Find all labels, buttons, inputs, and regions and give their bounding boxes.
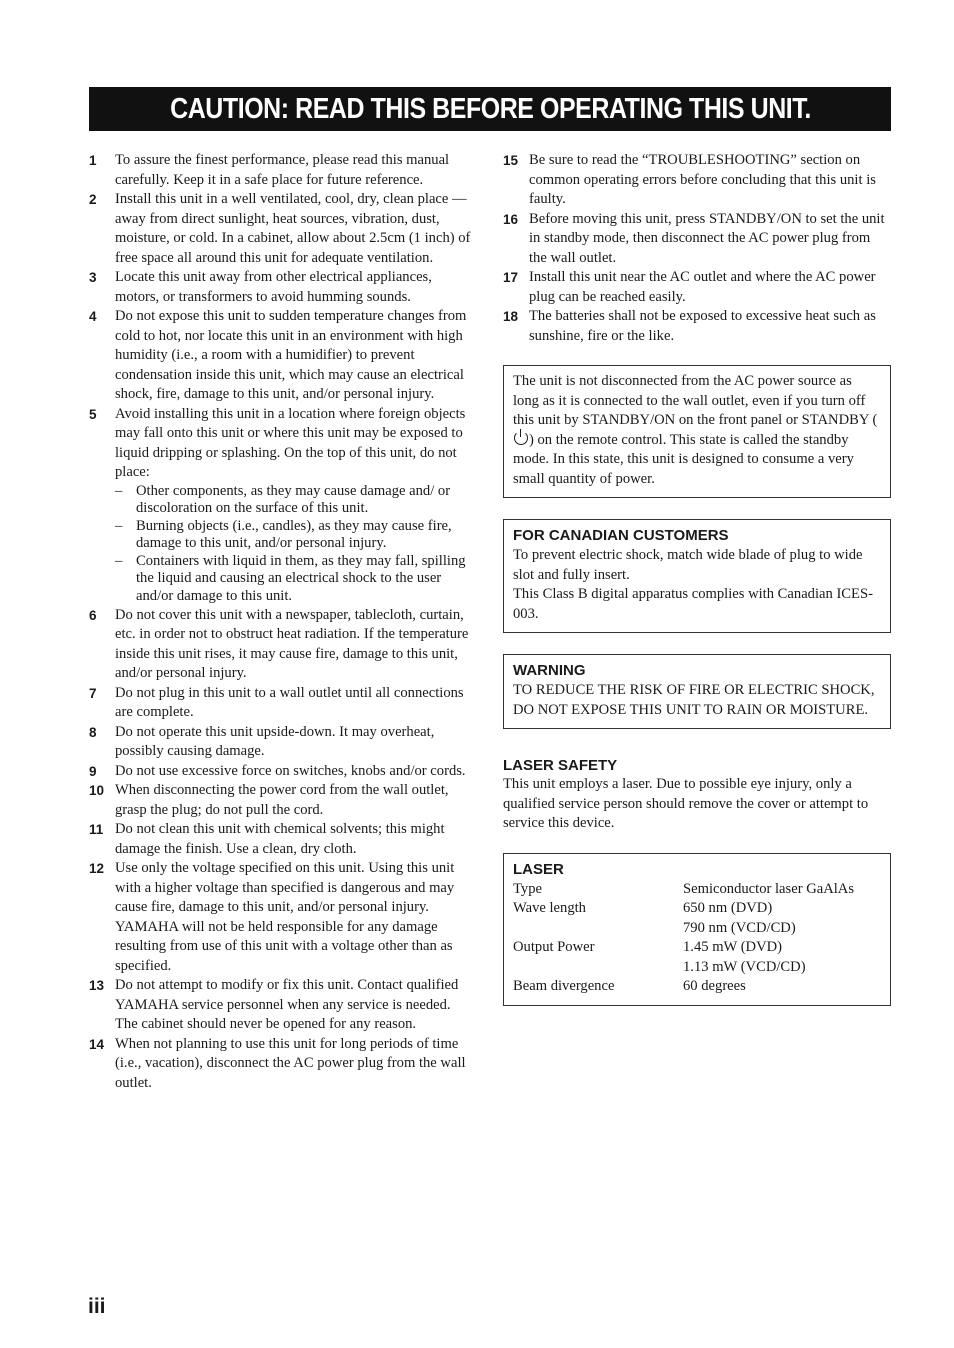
item-text: To assure the finest performance, please read this manual carefully. Keep it in a safe place for future reference. <box>115 152 450 188</box>
laser-label: Wave length <box>513 900 586 916</box>
laser-safety-text: This unit employs a laser. Due to possible eye injury, only a qualified service person should remove the cover or attempt to service this device. <box>503 776 869 831</box>
item-text: Do not clean this unit with chemical solvents; this might damage the finish. Use a clean, dry cloth. <box>115 821 445 857</box>
item-text: Be sure to read the “TROUBLESHOOTING” section on common operating errors before concluding that this unit is faulty. <box>529 152 876 207</box>
laser-label <box>513 919 683 939</box>
list-item <box>89 405 475 606</box>
item-number: 11 <box>89 822 104 838</box>
laser-heading: LASER <box>513 860 564 878</box>
sub-item-text: Containers with liquid in them, as they may fall, spilling the liquid and causing an electrical shock to the user and/or damage to this unit. <box>136 552 466 605</box>
laser-label: Output Power <box>513 939 595 955</box>
item-number: 2 <box>89 192 97 207</box>
sub-item-text: Burning objects (i.e., candles), as they may cause fire, damage to this unit, and/or personal injury. <box>136 517 452 552</box>
item-text: Use only the voltage specified on this unit. Using this unit with a higher voltage than specified is dangerous and may cause fire, damage to this unit, and/or personal injury. YAMAHA will not be held responsible for any damage resulting from use of this unit with a voltage other than as specified. <box>115 860 455 974</box>
list-item <box>89 723 475 762</box>
laser-label: Type <box>513 880 542 897</box>
laser-label <box>513 958 683 978</box>
item-number: 4 <box>89 309 97 324</box>
list-item <box>89 151 475 190</box>
laser-row <box>513 899 881 919</box>
item-text: Before moving this unit, press STANDBY/ON to set the unit in standby mode, then disconnect the AC power plug from the wall outlet. <box>529 210 885 266</box>
laser-value: 650 nm (DVD) <box>683 900 773 916</box>
dash: – <box>115 482 123 499</box>
standby-notice-box <box>503 365 891 498</box>
item-text: Do not plug in this unit to a wall outlet until all connections are complete. <box>115 684 464 721</box>
page-number: iii <box>88 1295 106 1318</box>
laser-row <box>513 919 881 939</box>
sub-item <box>115 518 475 553</box>
list-item <box>89 859 475 976</box>
left-column <box>89 151 475 1093</box>
item-number: 1 <box>89 153 97 168</box>
list-item <box>89 268 475 307</box>
item-number: 9 <box>89 763 97 779</box>
item-number: 3 <box>89 270 97 285</box>
list-item <box>503 307 891 346</box>
item-text: Locate this unit away from other electrical appliances, motors, or transformers to avoid humming sounds. <box>115 269 432 305</box>
list-item <box>89 307 475 405</box>
item-text: Install this unit in a well ventilated, cool, dry, clean place — away from direct sunlight, heat sources, vibration, dust, moisture, or cold. In a cabinet, allow about 2.5cm (1 inch) of free space all around this unit for adequate ventilation. <box>115 191 471 266</box>
item-text: When disconnecting the power cord from the wall outlet, grasp the plug; do not pull the cord. <box>115 782 449 818</box>
standby-text-before: The unit is not disconnected from the AC power source as long as it is connected to the wall outlet, even if you turn off this unit by STANDBY/ON on the front panel or STANDBY ( <box>513 373 878 428</box>
laser-row <box>513 977 881 997</box>
warning-box <box>503 654 891 729</box>
item-text: Do not attempt to modify or fix this unit. Contact qualified YAMAHA service personnel when any service is needed. The cabinet should never be opened for any reason. <box>115 977 459 1033</box>
warning-heading: WARNING <box>513 662 586 679</box>
list-item <box>503 268 891 307</box>
list-item <box>89 1035 475 1094</box>
right-column <box>503 151 891 1006</box>
item-number: 10 <box>89 783 105 799</box>
item-number: 8 <box>89 724 97 740</box>
laser-value: 1.45 mW (DVD) <box>683 939 783 955</box>
warning-text: TO REDUCE THE RISK OF FIRE OR ELECTRIC SHOCK, DO NOT EXPOSE THIS UNIT TO RAIN OR MOISTURE. <box>513 682 875 718</box>
laser-row <box>513 958 881 978</box>
item-text: Install this unit near the AC outlet and where the AC power plug can be reached easily. <box>529 269 876 305</box>
laser-value: 60 degrees <box>683 978 746 994</box>
laser-label: Beam divergence <box>513 978 615 994</box>
laser-row <box>513 938 881 958</box>
sub-item <box>115 553 475 606</box>
laser-safety-section <box>503 756 891 834</box>
laser-spec-box <box>503 853 891 1006</box>
list-item <box>89 781 475 820</box>
item-text: Do not cover this unit with a newspaper, tablecloth, curtain, etc. in order not to obstruct heat radiation. If the temperature inside this unit rises, it may cause fire, damage to this unit, and/or personal injury. <box>115 606 469 682</box>
item-number: 15 <box>503 153 519 168</box>
list-item <box>503 151 891 210</box>
laser-value: 790 nm (VCD/CD) <box>683 919 796 936</box>
page-title-banner <box>89 87 891 131</box>
list-item <box>89 976 475 1035</box>
dash: – <box>115 552 123 569</box>
laser-value: 1.13 mW (VCD/CD) <box>683 958 806 975</box>
list-item <box>89 606 475 684</box>
item-text: Do not expose this unit to sudden temperature changes from cold to hot, nor locate this unit in an environment with high humidity (i.e., a room with a humidifier) to prevent condensation inside this unit, which may cause an electrical shock, fire, damage to this unit, and/or personal injury. <box>115 308 467 402</box>
list-item <box>89 762 475 782</box>
laser-value: Semiconductor laser GaAlAs <box>683 880 855 897</box>
item-number: 17 <box>503 270 519 285</box>
item-number: 6 <box>89 607 97 623</box>
sub-item <box>115 483 475 518</box>
canadian-line2: This Class B digital apparatus complies with Canadian ICES-003. <box>513 586 873 622</box>
item-text: Do not use excessive force on switches, knobs and/or cords. <box>115 762 466 779</box>
standby-power-icon <box>514 431 528 445</box>
item-text: When not planning to use this unit for long periods of time (i.e., vacation), disconnect the AC power plug from the wall outlet. <box>115 1035 466 1091</box>
item-text: Avoid installing this unit in a location where foreign objects may fall onto this unit or where this unit may be exposed to liquid dripping or splashing. On the top of this unit, do not place: <box>115 405 466 480</box>
canadian-line1: To prevent electric shock, match wide blade of plug to wide slot and fully insert. <box>513 547 863 583</box>
list-item <box>89 190 475 268</box>
page-title: CAUTION: READ THIS BEFORE OPERATING THIS UNIT. <box>169 92 811 125</box>
item-number: 16 <box>503 211 519 227</box>
laser-safety-heading: LASER SAFETY <box>503 757 618 774</box>
laser-row <box>513 880 881 900</box>
item-text: The batteries shall not be exposed to excessive heat such as sunshine, fire or the like. <box>529 308 876 344</box>
item-number: 18 <box>503 309 519 324</box>
dash: – <box>115 517 123 534</box>
item-number: 5 <box>89 406 97 422</box>
item-number: 12 <box>89 861 105 877</box>
standby-text-after: ) on the remote control. This state is called the standby mode. In this state, this unit is designed to consume a very small quantity of power. <box>513 431 854 487</box>
sub-item-text: Other components, as they may cause damage and/ or discoloration on the surface of this unit. <box>136 482 451 517</box>
list-item <box>89 820 475 859</box>
item-text: Do not operate this unit upside-down. It may overheat, possibly causing damage. <box>115 723 435 760</box>
item-number: 7 <box>89 685 97 701</box>
canadian-heading: FOR CANADIAN CUSTOMERS <box>513 527 729 544</box>
list-item <box>503 210 891 269</box>
list-item <box>89 684 475 723</box>
item-number: 14 <box>89 1036 105 1052</box>
canadian-customers-box <box>503 519 891 633</box>
item-number: 13 <box>89 978 105 994</box>
